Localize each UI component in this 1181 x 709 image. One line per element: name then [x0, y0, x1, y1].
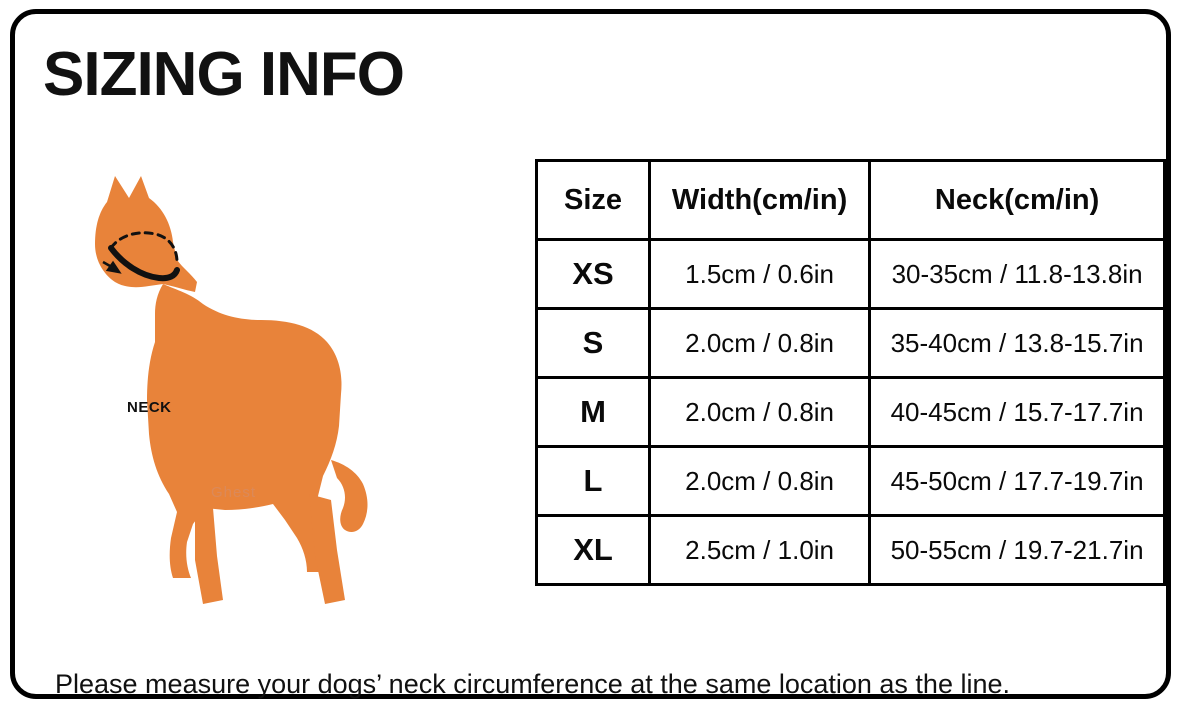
- cell-width: 2.0cm / 0.8in: [650, 447, 870, 516]
- cell-width: 2.0cm / 0.8in: [650, 309, 870, 378]
- header-width: Width(cm/in): [650, 161, 870, 240]
- cell-size: M: [537, 378, 650, 447]
- cell-size: XS: [537, 240, 650, 309]
- cell-neck: 40-45cm / 15.7-17.7in: [870, 378, 1165, 447]
- cell-size: L: [537, 447, 650, 516]
- header-neck: Neck(cm/in): [870, 161, 1165, 240]
- dog-illustration: [45, 164, 465, 604]
- content-card: [10, 9, 1171, 699]
- cell-neck: 45-50cm / 17.7-19.7in: [870, 447, 1165, 516]
- cell-size: XL: [537, 516, 650, 585]
- header-size: Size: [537, 161, 650, 240]
- table-row: [537, 516, 1165, 585]
- table-row: [537, 378, 1165, 447]
- table-header-row: [537, 161, 1165, 240]
- table-row: [537, 447, 1165, 516]
- neck-label: NECK: [127, 399, 172, 416]
- measurement-instruction: Please measure your dogs’ neck circumference at the same location as the line.: [55, 669, 1010, 699]
- cell-neck: 30-35cm / 11.8-13.8in: [870, 240, 1165, 309]
- table-row: [537, 240, 1165, 309]
- page-title: SIZING INFO: [43, 40, 404, 109]
- cell-width: 1.5cm / 0.6in: [650, 240, 870, 309]
- table-row: [537, 309, 1165, 378]
- watermark-text: Ghest: [211, 484, 257, 501]
- size-table: [535, 159, 1166, 586]
- cell-width: 2.5cm / 1.0in: [650, 516, 870, 585]
- cell-neck: 50-55cm / 19.7-21.7in: [870, 516, 1165, 585]
- cell-neck: 35-40cm / 13.8-15.7in: [870, 309, 1165, 378]
- dog-silhouette-icon: [45, 164, 465, 604]
- cell-size: S: [537, 309, 650, 378]
- cell-width: 2.0cm / 0.8in: [650, 378, 870, 447]
